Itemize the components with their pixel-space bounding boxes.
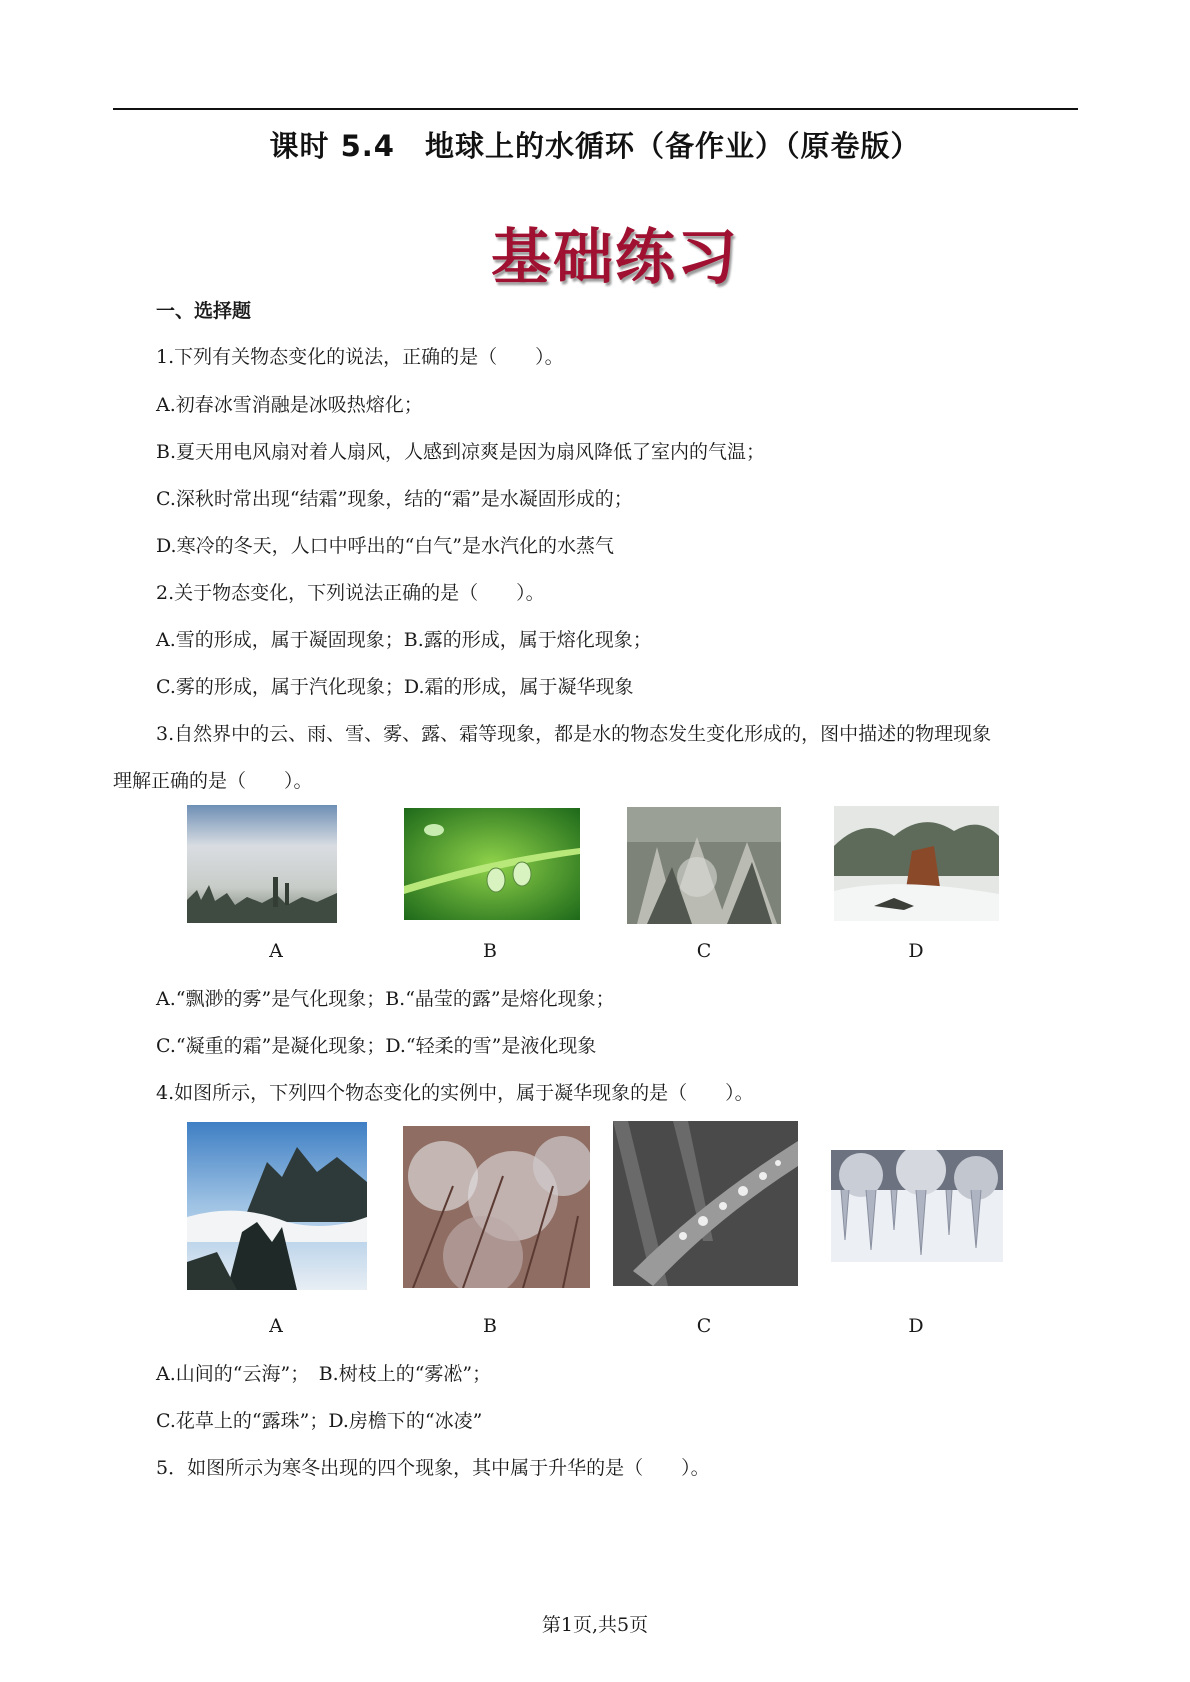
q4-caption-b: B bbox=[483, 1315, 497, 1337]
question-4-option-cd: C.花草上的“露珠”；D.房檐下的“冰凌” bbox=[156, 1410, 483, 1432]
q3-caption-d: D bbox=[908, 940, 924, 962]
section-heading: 一、选择题 bbox=[156, 300, 252, 322]
question-3-stem: 3.自然界中的云、雨、雪、雾、露、霜等现象，都是水的物态发生变化形成的，图中描述的物理现象 bbox=[156, 723, 992, 745]
q3-photo-frost bbox=[627, 807, 781, 924]
q4-caption-a: A bbox=[269, 1315, 283, 1337]
q3-photo-snow bbox=[834, 806, 999, 921]
question-1-option-b: B.夏天用电风扇对着人扇风，人感到凉爽是因为扇风降低了室内的气温； bbox=[156, 441, 766, 463]
question-2-option-ab: A.雪的形成，属于凝固现象；B.露的形成，属于熔化现象； bbox=[156, 629, 652, 651]
question-4-option-ab: A.山间的“云海”； B.树枝上的“雾凇”； bbox=[156, 1363, 492, 1385]
document-title: 课时 5.4 地球上的水循环（备作业）（原卷版） bbox=[269, 129, 921, 163]
q3-photo-dew bbox=[404, 808, 580, 920]
header-rule bbox=[113, 108, 1078, 110]
q4-photo-rime bbox=[403, 1126, 590, 1288]
question-2-option-cd: C.雾的形成，属于汽化现象；D.霜的形成，属于凝华现象 bbox=[156, 676, 634, 698]
q3-caption-c: C bbox=[696, 940, 712, 962]
q4-caption-c: C bbox=[696, 1315, 712, 1337]
question-3-option-cd: C.“凝重的霜”是凝化现象；D.“轻柔的雪”是液化现象 bbox=[156, 1035, 597, 1057]
question-3-stem-continued: 理解正确的是（ ）。 bbox=[113, 770, 313, 792]
question-5-stem: 5．如图所示为寒冬出现的四个现象，其中属于升华的是（ ）。 bbox=[156, 1457, 710, 1479]
q3-caption-a: A bbox=[269, 940, 283, 962]
q4-caption-d: D bbox=[908, 1315, 924, 1337]
q4-photo-dewdrops bbox=[613, 1121, 798, 1286]
q3-photo-fog bbox=[187, 805, 337, 923]
question-2-stem: 2.关于物态变化，下列说法正确的是（ ）。 bbox=[156, 582, 545, 604]
q4-photo-icicles bbox=[831, 1150, 1003, 1262]
question-1-stem: 1.下列有关物态变化的说法，正确的是（ ）。 bbox=[156, 346, 564, 368]
question-1-option-a: A.初春冰雪消融是冰吸热熔化； bbox=[156, 394, 423, 416]
section-banner: 基础练习 bbox=[491, 223, 739, 293]
page-footer: 第1页,共5页 bbox=[541, 1614, 649, 1636]
question-1-option-d: D.寒冷的冬天，人口中呼出的“白气”是水汽化的水蒸气 bbox=[156, 535, 615, 557]
question-3-option-ab: A.“飘渺的雾”是气化现象；B.“晶莹的露”是熔化现象； bbox=[156, 988, 615, 1010]
question-4-stem: 4.如图所示，下列四个物态变化的实例中，属于凝华现象的是（ ）。 bbox=[156, 1082, 754, 1104]
question-1-option-c: C.深秋时常出现“结霜”现象，结的“霜”是水凝固形成的； bbox=[156, 488, 633, 510]
q3-caption-b: B bbox=[483, 940, 497, 962]
q4-photo-sea-of-clouds bbox=[187, 1122, 367, 1290]
